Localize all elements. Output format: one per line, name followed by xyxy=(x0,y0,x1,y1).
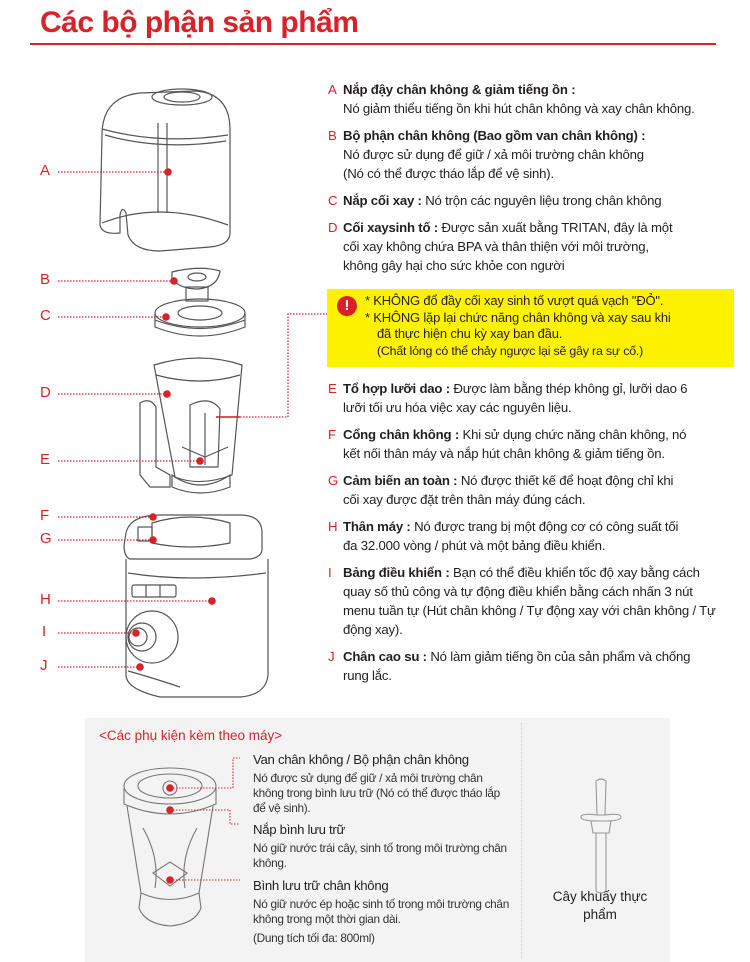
callout-dot-d xyxy=(163,390,171,398)
part-name: Cổng chân không : xyxy=(343,427,460,442)
part-item-b xyxy=(328,126,653,183)
part-letter: C xyxy=(328,193,338,208)
accessory-name: Nắp bình lưu trữ xyxy=(253,822,346,837)
part-desc: Nó trộn các nguyên liệu trong chân không xyxy=(425,193,662,208)
part-name: Cối xaysinh tố : xyxy=(343,220,438,235)
part-name: Bảng điều khiển : xyxy=(343,565,450,580)
callout-label-b: B xyxy=(40,271,51,288)
food-stirrer-label: Cây khuấy thực phẩm xyxy=(552,889,648,922)
part-letter: A xyxy=(328,82,337,97)
accessory-item-valve xyxy=(253,752,515,816)
part-desc: Nó được sử dụng để giữ / xả môi trường chân không (Nó có thể được tháo lắp để vệ sinh). xyxy=(343,147,644,181)
accessory-capacity: (Dung tích tối đa: 800ml) xyxy=(253,931,375,945)
part-letter: H xyxy=(328,519,338,534)
part-desc: Nó làm giảm tiếng ồn của sản phẩm và chống rung lắc. xyxy=(343,649,691,683)
part-letter: J xyxy=(328,649,335,664)
part-letter: F xyxy=(328,427,336,442)
part-name: Thân máy : xyxy=(343,519,411,534)
part-desc: Nó giảm thiểu tiếng ồn khi hút chân không và xay chân không. xyxy=(343,101,695,116)
part-name: Tổ hợp lưỡi dao : xyxy=(343,381,450,396)
part-item-e xyxy=(328,379,688,417)
part-desc: Khi sử dụng chức năng chân không, nó kết nối thân máy và nắp hút chân không & giảm tiếng ồn. xyxy=(343,427,687,461)
page-title: Các bộ phận sản phẩm xyxy=(40,6,359,39)
accessory-dot-lid xyxy=(166,806,174,814)
part-name: Cảm biến an toàn : xyxy=(343,473,458,488)
part-desc: Nó được trang bị một động cơ có công suất tối đa 32.000 vòng / phút và một bảng điều khiển. xyxy=(343,519,679,553)
part-item-d xyxy=(328,218,683,275)
callout-label-d: D xyxy=(40,384,51,401)
accessory-desc: Nó được sử dụng để giữ / xả môi trường chân không trong bình lưu trữ (Nó có thể được tháo lắp để vệ sinh). xyxy=(253,771,500,815)
accessory-item-lid xyxy=(253,822,515,871)
product-exploded-diagram xyxy=(40,75,330,715)
part-item-f xyxy=(328,425,688,463)
exclamation-icon: ! xyxy=(337,296,357,316)
parts-list-top xyxy=(328,80,738,283)
food-stirrer-icon xyxy=(571,773,631,903)
callout-dot-a xyxy=(164,168,172,176)
accessory-desc: Nó giữ nước ép hoặc sinh tố trong môi trường chân không trong một thời gian dài. xyxy=(253,897,509,926)
accessory-name: Bình lưu trữ chân không xyxy=(253,878,389,893)
callout-dot-g xyxy=(149,536,157,544)
accessory-desc: Nó giữ nước trái cây, sinh tố trong môi trường chân không. xyxy=(253,841,507,870)
part-letter: D xyxy=(328,220,338,235)
callout-label-e: E xyxy=(40,451,51,468)
accessory-dot-valve xyxy=(166,784,174,792)
warning-line-1: * KHÔNG đổ đầy cối xay sinh tố vượt quá vạch "ĐỎ". xyxy=(365,293,664,308)
callout-dot-c xyxy=(162,313,170,321)
callout-dot-i xyxy=(132,629,140,637)
callout-label-g: G xyxy=(40,530,52,547)
part-item-g xyxy=(328,471,688,509)
part-desc: Bạn có thể điều khiển tốc độ xay bằng cách quay số thủ công và tự động điều khiển bằng cách nhấn 3 nút menu tuần tự (Hút chân không / Tự động xay với chân không / Tự động xay). xyxy=(343,565,716,637)
part-name: Bộ phận chân không (Bao gồm van chân không) : xyxy=(343,128,646,143)
part-name: Nắp cối xay : xyxy=(343,193,422,208)
accessories-title: <Các phụ kiện kèm theo máy> xyxy=(99,728,283,743)
accessory-item-container xyxy=(253,878,515,946)
callout-label-j: J xyxy=(40,657,48,674)
part-item-a xyxy=(328,80,738,118)
callout-dots xyxy=(40,75,330,715)
part-name: Chân cao su : xyxy=(343,649,427,664)
part-desc: Được làm bằng thép không gỉ, lưỡi dao 6 lưỡi tối ưu hóa việc xay các nguyên liệu. xyxy=(343,381,688,415)
callout-dot-b xyxy=(170,277,178,285)
warning-line-2: * KHÔNG lặp lại chức năng chân không và xay sau khi xyxy=(365,309,671,325)
part-item-c xyxy=(328,191,738,210)
part-desc: Được sản xuất bằng TRITAN, đây là một cối xay không chứa BPA và thân thiện với môi trường, không gây hại cho sức khỏe con người xyxy=(343,220,673,273)
part-item-i xyxy=(328,563,718,639)
part-letter: E xyxy=(328,381,337,396)
callout-label-i: I xyxy=(42,623,47,640)
callout-label-f: F xyxy=(40,507,50,524)
part-letter: B xyxy=(328,128,337,143)
part-name: Nắp đậy chân không & giảm tiếng ồn : xyxy=(343,82,576,97)
accessories-divider xyxy=(521,723,522,959)
callout-dot-e xyxy=(196,457,204,465)
callout-label-h: H xyxy=(40,591,51,608)
parts-list-bottom xyxy=(328,379,738,693)
part-desc: Nó được thiết kế để hoạt động chỉ khi cối xay được đặt trên thân máy đúng cách. xyxy=(343,473,674,507)
part-letter: I xyxy=(328,565,332,580)
part-item-h xyxy=(328,517,688,555)
accessory-name: Van chân không / Bộ phận chân không xyxy=(253,752,469,767)
accessories-section xyxy=(85,718,670,962)
warning-line-3: đã thực hiện chu kỳ xay ban đầu. xyxy=(377,326,563,341)
callout-label-a: A xyxy=(40,162,51,179)
warning-box xyxy=(327,289,734,367)
warning-line-4: (Chất lỏng có thể chảy ngược lại sẽ gây ra sự cố.) xyxy=(377,343,644,358)
callout-dot-j xyxy=(136,663,144,671)
callout-label-c: C xyxy=(40,307,51,324)
part-letter: G xyxy=(328,473,339,488)
part-item-j xyxy=(328,647,718,685)
callout-dot-f xyxy=(149,513,157,521)
title-divider xyxy=(30,43,716,45)
accessory-callout-leaders xyxy=(85,748,255,948)
callout-dot-h xyxy=(208,597,216,605)
accessory-dot-container xyxy=(166,876,174,884)
